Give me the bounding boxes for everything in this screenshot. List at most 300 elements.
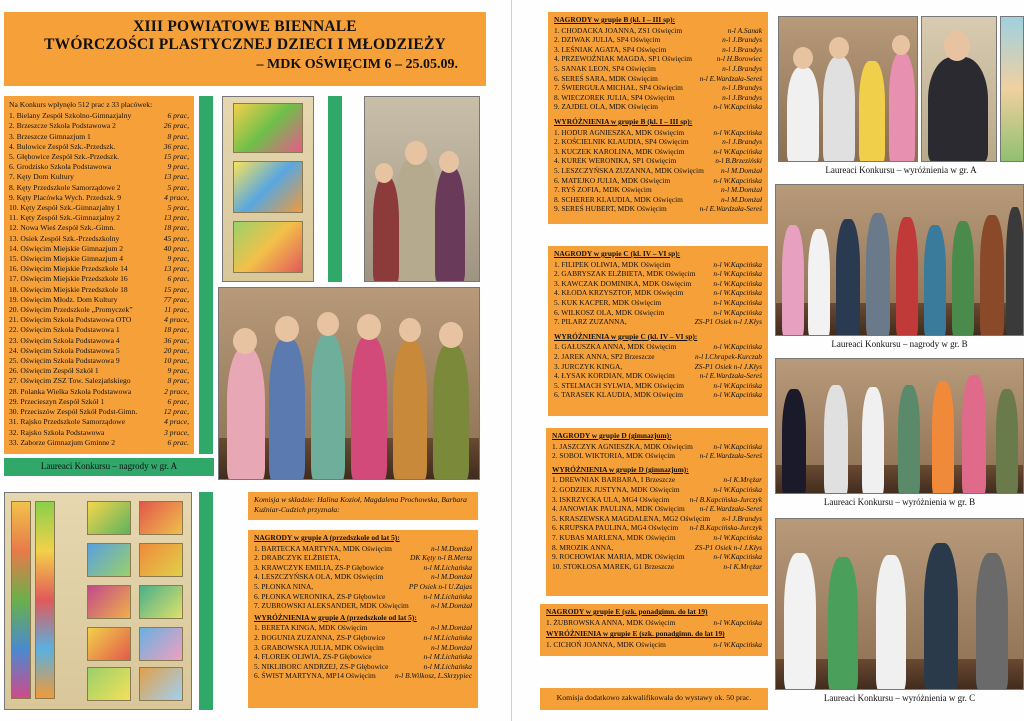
laureate-row — [554, 371, 762, 381]
laureate-name: 8. MROZIK ANNA, — [552, 542, 614, 552]
laureate-row — [554, 54, 762, 64]
child-figure — [862, 387, 884, 494]
submission-row — [9, 213, 189, 223]
laureate-name: 2. BOGUNIA ZUZANNA, ZS-P Głębowice — [254, 632, 386, 642]
submission-count: 2 prace, — [164, 386, 189, 396]
laureate-row — [552, 533, 762, 543]
laureate-teacher: n-l W.Kapcińska — [713, 639, 762, 649]
laureate-row — [254, 623, 472, 633]
laureate-teacher: n-l W.Kapcińska — [713, 390, 762, 400]
laureate-teacher: n-l J.Brandys — [722, 137, 762, 147]
submission-institution: 29. Przecieszyn Zespół Szkół 1 — [9, 396, 105, 406]
laureate-name: 5. PŁONKA NINA, — [254, 581, 314, 591]
submission-count: 9 prac, — [167, 254, 189, 264]
child-figure — [896, 217, 918, 336]
jury-box: Komisja w składzie: Halina Kozioł, Magdalena Prochowska, Barbara Kuźniar-Cudzich przyznała: — [248, 492, 478, 520]
caption-r1: Laureaci Konkursu – wyróżnienia w gr. A — [825, 165, 977, 175]
laureate-row — [554, 390, 762, 400]
laureate-row — [254, 592, 472, 602]
submission-count: 36 prac, — [163, 141, 189, 151]
submission-institution: 18. Oświęcim Miejskie Przedszkole 18 — [9, 284, 128, 294]
children-photo-group-a — [218, 287, 480, 480]
laureate-row — [552, 552, 762, 562]
green-stripe — [199, 492, 213, 710]
laureate-name: 9. ZAJDEL OLA, MDK Oświęcim — [554, 102, 659, 112]
laureate-teacher: n-l M.Domżał — [430, 601, 472, 611]
laureate-teacher: n-l E.Wardzała-Sereś — [699, 504, 762, 514]
laureate-teacher: n-l M.Domżał — [720, 165, 762, 175]
laureate-name: 4. LESZCZYŃSKA OLA, MDK Oświęcim — [254, 572, 384, 582]
artwork-thumbnail — [87, 585, 131, 619]
group-e-box — [540, 604, 768, 656]
submission-institution: 6. Grodzisko Szkoła Podstawowa — [9, 162, 112, 172]
submission-institution: 7. Kęty Dom Kultury — [9, 172, 74, 182]
submission-count: 18 prac, — [163, 325, 189, 335]
submission-institution: 8. Kęty Przedszkole Samorządowe 2 — [9, 182, 121, 192]
submission-institution: 26. Oświęcim Zespół Szkół 1 — [9, 366, 99, 376]
laureate-teacher: DK Kęty n-l B.Merta — [410, 553, 472, 563]
submission-institution: 12. Nowa Wieś Zespół Szk.-Gimn. — [9, 223, 116, 233]
submission-row — [9, 366, 189, 376]
laureate-teacher: n-l K.Mrężar — [723, 475, 762, 485]
laureate-name: 4. ŁYSAK KORDIAN, MDK Oświęcim — [554, 371, 675, 381]
group-b-awards-heading: NAGRODY w grupie B (kl. I – III sp): — [554, 15, 676, 24]
laureate-teacher: n-l B.Wilkosz, L.Skrzypiec — [395, 671, 472, 681]
child-figure — [924, 225, 946, 336]
laureate-teacher: n-l M.Lichańska — [423, 591, 472, 601]
laureate-name: 2. KOŚCIELNIK KLAUDIA, SP4 Oświęcim — [554, 137, 689, 147]
group-c-box — [548, 246, 768, 416]
child-figure — [859, 61, 885, 162]
laureate-name: 1. FILIPEK OLIWIA, MDK Oświęcim — [554, 259, 671, 269]
child-head — [275, 316, 299, 342]
group-a-awards-heading: NAGRODY w grupie A (przedszkole od lat 5): — [254, 533, 400, 542]
laureate-teacher: n-l W.Kapcińska — [713, 278, 762, 288]
child-head — [399, 318, 421, 342]
laureate-name: 3. KUCZEK KAROLINA, MDK Oświęcim — [554, 146, 685, 156]
laureate-row — [554, 93, 762, 103]
laureate-row — [554, 260, 762, 270]
laureate-row — [552, 442, 762, 452]
laureate-teacher: n-l W.Kapcińska — [713, 342, 762, 352]
submission-row — [9, 387, 189, 397]
laureate-name: 2. GABRYSZAK ELŻBIETA, MDK Oświęcim — [554, 269, 696, 279]
group-b-distinctions-list — [554, 128, 762, 214]
laureate-name: 3. KAWCZAK DOMINIKA, MDK Oświęcim — [554, 278, 692, 288]
laureate-row — [254, 563, 472, 573]
submission-row — [9, 285, 189, 295]
laureate-row — [554, 204, 762, 214]
submission-institution: 16. Oświęcim Miejskie Przedszkole 14 — [9, 264, 128, 274]
artwork-thumbnail — [139, 543, 183, 577]
group-e-awards-heading: NAGRODY w grupie E (szk. ponadgimn. do lat 19) — [546, 607, 708, 616]
submission-count: 13 prac, — [163, 172, 189, 182]
laureate-teacher: n-l E.Wardzała-Sereś — [699, 73, 762, 83]
child-figure — [351, 336, 387, 480]
submission-row — [9, 152, 189, 162]
laureate-name: 1. CICHOŃ JOANNA, MDK Oświęcim — [546, 639, 666, 649]
group-c-distinctions-list — [554, 342, 762, 400]
submission-count: 13 prac, — [163, 213, 189, 223]
visitor-head — [405, 141, 427, 165]
laureate-row — [554, 185, 762, 195]
laureate-teacher: n-l W.Kapcińska — [713, 175, 762, 185]
submission-row — [9, 417, 189, 427]
laureate-name: 8. SCHERER KLAUDIA, MDK Oświęcim — [554, 194, 683, 204]
submission-count: 18 prac, — [163, 223, 189, 233]
laureate-teacher: n-l B.Kapcińska-Jurczyk — [689, 523, 762, 533]
laureate-teacher: n-l J.Brandys — [722, 35, 762, 45]
adult-figure — [1006, 207, 1024, 336]
submission-institution: 30. Przeciszów Zespół Szkół Podst-Gimn. — [9, 407, 138, 417]
laureate-row — [554, 317, 762, 327]
submission-row — [9, 336, 189, 346]
submission-institution: 17. Oświęcim Miejskie Przedszkole 16 — [9, 274, 128, 284]
submission-row — [9, 295, 189, 305]
submission-institution: 3. Brzeszcze Gimnazjum 1 — [9, 131, 91, 141]
official-figure — [928, 57, 988, 162]
laureate-row — [554, 308, 762, 318]
visitor-figure — [373, 177, 399, 282]
child-figure — [980, 215, 1004, 336]
child-figure — [782, 225, 804, 336]
submission-row — [9, 356, 189, 366]
official-head — [944, 31, 970, 61]
laureate-row — [254, 553, 472, 563]
laureate-row — [554, 102, 762, 112]
submission-count: 6 prac, — [167, 111, 189, 121]
visitor-figure — [395, 157, 439, 282]
laureate-name: 1. BARTECKA MARTYNA, MDK Oświęcim — [254, 543, 392, 553]
laureate-teacher: n-l M.Domżał — [430, 543, 472, 553]
photo-artwork-strip — [1000, 16, 1024, 162]
child-figure — [808, 229, 830, 336]
submissions-rows — [9, 111, 189, 448]
title-line-1: XIII POWIATOWE BIENNALE — [133, 18, 357, 35]
child-head — [233, 328, 257, 354]
laureate-name: 4. FLOREK OLIWIA, ZS-P Głębowice — [254, 652, 372, 662]
laureate-teacher: ZS-P1 Osiek n-l J.Kłys — [694, 542, 762, 552]
child-figure — [782, 389, 806, 494]
submission-count: 4 prace, — [164, 192, 189, 202]
laureate-name: 3. JURCZYK KINGA, — [554, 361, 623, 371]
submission-count: 6 prac. — [167, 437, 189, 447]
group-b-awards-list — [554, 26, 762, 112]
child-figure — [976, 553, 1008, 690]
laureate-name: 6. PŁONKA WERONIKA, ZS-P Głębowice — [254, 591, 386, 601]
child-head — [793, 47, 813, 69]
submission-row — [9, 407, 189, 417]
submission-row — [9, 132, 189, 142]
submission-count: 13 prac, — [163, 264, 189, 274]
laureate-row — [254, 601, 472, 611]
laureate-teacher: n-l W.Kapcińska — [713, 259, 762, 269]
laureate-row — [554, 45, 762, 55]
submission-count: 12 prac, — [163, 407, 189, 417]
laureate-name: 4. JANOWIAK PAULINA, MDK Oświęcim — [552, 504, 685, 514]
submission-count: 26 prac, — [163, 121, 189, 131]
submission-institution: 19. Oświęcim Młodz. Dom Kultury — [9, 294, 118, 304]
laureate-teacher: n-l M.Domżał — [720, 194, 762, 204]
laureate-teacher: n-l M.Domżał — [430, 623, 472, 633]
submission-institution: 23. Oświęcim Szkoła Podstawowa 4 — [9, 335, 120, 345]
laureate-name: 5. KUK KACPER, MDK Oświęcim — [554, 297, 662, 307]
exhibition-boards-photo — [4, 492, 192, 710]
laureate-teacher: n-l W.Kapcińska — [713, 102, 762, 112]
title-line-3: – MDK OŚWIĘCIM 6 – 25.05.09. — [256, 57, 458, 72]
laureate-row — [254, 544, 472, 554]
laureate-row — [554, 279, 762, 289]
laureate-row — [554, 35, 762, 45]
laureate-row — [254, 633, 472, 643]
child-figure — [962, 375, 986, 494]
artwork-column — [35, 501, 55, 699]
submission-count: 3 prace, — [164, 427, 189, 437]
submission-count: 77 prac, — [163, 294, 189, 304]
child-figure — [824, 385, 848, 494]
laureate-name: 2. DZIWAK JULIA, SP4 Oświęcim — [554, 35, 661, 45]
laureate-row — [554, 74, 762, 84]
laureate-row — [546, 618, 762, 628]
photo-official — [921, 16, 997, 162]
laureate-teacher: n-l M.Domżał — [430, 572, 472, 582]
submission-count: 40 prac, — [163, 243, 189, 253]
laureate-name: 4. KUREK WERONIKA, SP1 Oświęcim — [554, 156, 677, 166]
submission-count: 8 prac, — [167, 376, 189, 386]
laureate-teacher: n-l M.Lichańska — [423, 632, 472, 642]
laureate-teacher: n-l W.Kapcińska — [713, 146, 762, 156]
laureate-teacher: n-l M.Lichańska — [423, 661, 472, 671]
laureate-row — [254, 652, 472, 662]
laureate-row — [552, 475, 762, 485]
submission-row — [9, 346, 189, 356]
submission-row — [9, 428, 189, 438]
group-e-awards-list — [546, 618, 762, 628]
laureate-row — [254, 671, 472, 681]
laureate-teacher: n-l M.Domżał — [720, 185, 762, 195]
child-figure — [823, 57, 855, 162]
laureate-name: 7. PILARZ ZUZANNA, — [554, 317, 627, 327]
caption-r4: Laureaci Konkursu – wyróżnienia w gr. C — [823, 693, 976, 703]
submission-count: 11 prac, — [164, 305, 189, 315]
laureate-row — [554, 352, 762, 362]
child-figure — [889, 53, 915, 162]
caption-r3: Laureaci Konkursu – wyróżnienia w gr. B — [823, 497, 976, 507]
laureate-teacher: n-l W.Kapcińska — [713, 552, 762, 562]
laureate-teacher: n-l J.Brandys — [722, 513, 762, 523]
laureate-name: 8. WIECZOREK JULIA, SP4 Oświęcim — [554, 92, 675, 102]
submission-row — [9, 172, 189, 182]
submission-institution: 1. Bielany Zespół Szkolno-Gimnazjalny — [9, 111, 132, 121]
laureate-row — [554, 156, 762, 166]
submissions-heading: Na Konkurs wpłynęło 512 prac z 33 placówek: — [9, 100, 153, 109]
submission-institution: 28. Polanka Wielka Szkoła Podstawowa — [9, 386, 132, 396]
laureate-row — [554, 195, 762, 205]
laureate-teacher: PP Osiek n-l U.Zajas — [408, 581, 472, 591]
laureate-name: 6. KRUPSKA PAULINA, MG4 Oświęcim — [552, 523, 679, 533]
visitor-head — [375, 163, 393, 183]
artwork-column — [11, 501, 31, 699]
submission-institution: 24. Oświęcim Szkoła Podstawowa 5 — [9, 345, 120, 355]
submission-row — [9, 111, 189, 121]
child-figure — [784, 553, 816, 690]
green-stripe — [199, 96, 213, 454]
title-banner — [4, 12, 486, 86]
child-figure — [787, 67, 819, 162]
laureate-row — [254, 643, 472, 653]
submission-count: 6 prac, — [167, 274, 189, 284]
artwork-thumbnail — [233, 161, 303, 213]
laureate-row — [554, 362, 762, 372]
laureate-name: 5. SANAK LEON, SP4 Oświęcim — [554, 63, 656, 73]
child-figure — [876, 555, 906, 690]
submission-row — [9, 203, 189, 213]
laureate-name: 6. ŚWIST MARTYNA, MP14 Oświęcim — [254, 671, 376, 681]
submission-row — [9, 183, 189, 193]
submission-institution: 31. Rajsko Przedszkole Samorządowe — [9, 417, 125, 427]
laureate-teacher: n-l M.Lichańska — [423, 652, 472, 662]
laureate-teacher: n-l M.Domżał — [430, 642, 472, 652]
submission-count: 5 prac, — [167, 203, 189, 213]
laureate-teacher: n-l W.Kapcińska — [713, 269, 762, 279]
laureate-teacher: ZS-P1 Osiek n-l J.Kłys — [694, 317, 762, 327]
caption-r2: Laureaci Konkursu – nagrody w gr. B — [831, 339, 968, 349]
group-a-distinctions-heading: WYRÓŻNIENIA w grupie A (przedszkole od lat 5): — [254, 612, 417, 622]
child-figure — [311, 334, 345, 480]
submission-institution: 21. Oświęcim Szkoła Podstawowa OTO — [9, 315, 132, 325]
laureate-teacher: n-l J.Brandys — [722, 44, 762, 54]
group-a-box — [248, 530, 478, 708]
submission-row — [9, 325, 189, 335]
submission-row — [9, 234, 189, 244]
submissions-list — [4, 96, 194, 454]
submission-count: 15 prac, — [163, 284, 189, 294]
group-a-awards-list — [254, 544, 472, 611]
group-e-distinctions-heading: WYRÓŻNIENIA w grupie E (szk. ponadgimn. do lat 19) — [546, 629, 725, 639]
laureate-name: 5. STELMACH SYLWIA, MDK Oświęcim — [554, 380, 685, 390]
laureate-row — [554, 137, 762, 147]
child-head — [317, 312, 339, 336]
green-stripe — [328, 96, 342, 282]
artwork-thumbnail — [87, 667, 131, 701]
laureate-name: 5. LESZCZYŃSKA ZUZANNA, MDK Oświęcim — [554, 165, 704, 175]
child-figure — [898, 385, 920, 494]
submission-institution: 4. Bulowice Zespół Szk.-Przedszk. — [9, 141, 116, 151]
laureate-teacher: n-l E.Wardzała-Sereś — [699, 371, 762, 381]
submission-institution: 22. Oświęcim Szkoła Podstawowa 1 — [9, 325, 120, 335]
laureate-row — [552, 562, 762, 572]
laureate-name: 9. SEREŚ HUBERT, MDK Oświęcim — [554, 204, 667, 214]
submission-institution: 33. Zaborze Gimnazjum Gminne 2 — [9, 437, 116, 447]
laureate-name: 4. KŁODA KRZYSZTOF, MDK Oświęcim — [554, 288, 684, 298]
laureate-row — [546, 640, 762, 650]
laureate-teacher: n-l J.Brandys — [722, 83, 762, 93]
submission-row — [9, 193, 189, 203]
laureate-name: 1. ŻUBROWSKA ANNA, MDK Oświęcim — [546, 617, 676, 627]
submission-institution: 27. Oświęcim ZSZ Tow. Salezjańskiego — [9, 376, 131, 386]
laureate-teacher: n-l B.Kapcińska-Jurczyk — [689, 494, 762, 504]
laureate-name: 5. NIKLIBORC ANDRZEJ, ZS-P Głębowice — [254, 661, 389, 671]
submission-count: 5 prac, — [167, 182, 189, 192]
laureate-name: 2. SOBOL WIKTORIA, MDK Oświęcim — [552, 451, 676, 461]
laureate-teacher: n-l M.Lichańska — [423, 562, 472, 572]
submission-count: 9 prac, — [167, 162, 189, 172]
laureate-row — [254, 662, 472, 672]
group-b-distinctions-heading: WYRÓŻNIENIA w grupie B (kl. I – III sp): — [554, 116, 693, 126]
child-figure — [952, 221, 974, 336]
artwork-thumbnail — [139, 667, 183, 701]
laureate-row — [554, 381, 762, 391]
laureate-row — [552, 543, 762, 553]
submission-row — [9, 264, 189, 274]
group-d-awards-heading: NAGRODY w grupie D (gimnazjum): — [552, 431, 672, 440]
child-figure — [996, 389, 1018, 494]
child-head — [357, 314, 381, 340]
artwork-thumbnail — [139, 585, 183, 619]
laureate-row — [552, 514, 762, 524]
laureate-teacher: n-l E.Wardzała-Sereś — [699, 451, 762, 461]
laureate-row — [552, 451, 762, 461]
laureate-name: 7. KUBAS MARLENA, MDK Oświęcim — [552, 532, 676, 542]
laureate-name: 3. GRABOWSKA JULIA, MDK Oświęcim — [254, 642, 384, 652]
group-c-awards-heading: NAGRODY w grupie C (kl. IV – VI sp): — [554, 249, 681, 258]
group-d-distinctions-list — [552, 475, 762, 571]
laureate-name: 3. LEŚNIAK AGATA, SP4 Oświęcim — [554, 44, 667, 54]
laureate-name: 1. BERETA KINGA, MDK Oświęcim — [254, 623, 368, 633]
laureate-row — [552, 485, 762, 495]
photo-distinctions-c — [775, 518, 1024, 690]
submission-institution: 10. Kęty Zespół Szk.-Gimnazjalny 1 — [9, 203, 121, 213]
laureate-name: 6. TARASEK KLAUDIA, MDK Oświęcim — [554, 390, 684, 400]
laureate-row — [554, 64, 762, 74]
laureate-name: 6. MATEJKO JULIA, MDK Oświęcim — [554, 175, 671, 185]
laureate-teacher: ZS-P1 Osiek n-l J.Kłys — [694, 361, 762, 371]
laureate-name: 7. RYŚ ZOFIA, MDK Oświęcim — [554, 185, 652, 195]
laureate-teacher: n-l W.Kapcińska — [713, 532, 762, 542]
title-line-2: TWÓRCZOŚCI PLASTYCZNEJ DZIECI I MŁODZIEŻY — [44, 36, 446, 53]
submission-row — [9, 274, 189, 284]
submission-row — [9, 376, 189, 386]
submission-row — [9, 254, 189, 264]
laureate-name: 10. STOKŁOSA MAREK, G1 Brzeszcze — [552, 561, 675, 571]
right-page — [513, 0, 1024, 721]
group-d-box — [546, 428, 768, 596]
laureate-row — [554, 288, 762, 298]
submission-count: 8 prac, — [167, 131, 189, 141]
submission-row — [9, 305, 189, 315]
laureate-name: 1. CHODACKA JOANNA, ZS1 Oświęcim — [554, 25, 683, 35]
laureate-row — [552, 495, 762, 505]
submission-row — [9, 438, 189, 448]
photo-distinctions-b — [775, 358, 1024, 494]
laureate-name: 5. KRASZEWSKA MAGDALENA, MG2 Oświęcim — [552, 513, 711, 523]
laureate-row — [554, 147, 762, 157]
laureate-name: 6. SEREŚ SARA, MDK Oświęcim — [554, 73, 658, 83]
laureate-row — [554, 166, 762, 176]
submission-row — [9, 315, 189, 325]
submission-row — [9, 121, 189, 131]
artwork-thumbnail — [139, 501, 183, 535]
child-figure — [227, 348, 265, 480]
laureate-name: 6. WILKOSZ OLA, MDK Oświęcim — [554, 307, 665, 317]
submission-institution: 20. Oświęcim Przedszkole „Promyczek” — [9, 305, 133, 315]
visitor-head — [439, 151, 459, 173]
submission-institution: 5. Głębowice Zespół Szk.-Przedszk. — [9, 152, 120, 162]
submission-row — [9, 397, 189, 407]
submission-row — [9, 162, 189, 172]
easel-photo — [222, 96, 314, 282]
child-figure — [932, 381, 954, 494]
